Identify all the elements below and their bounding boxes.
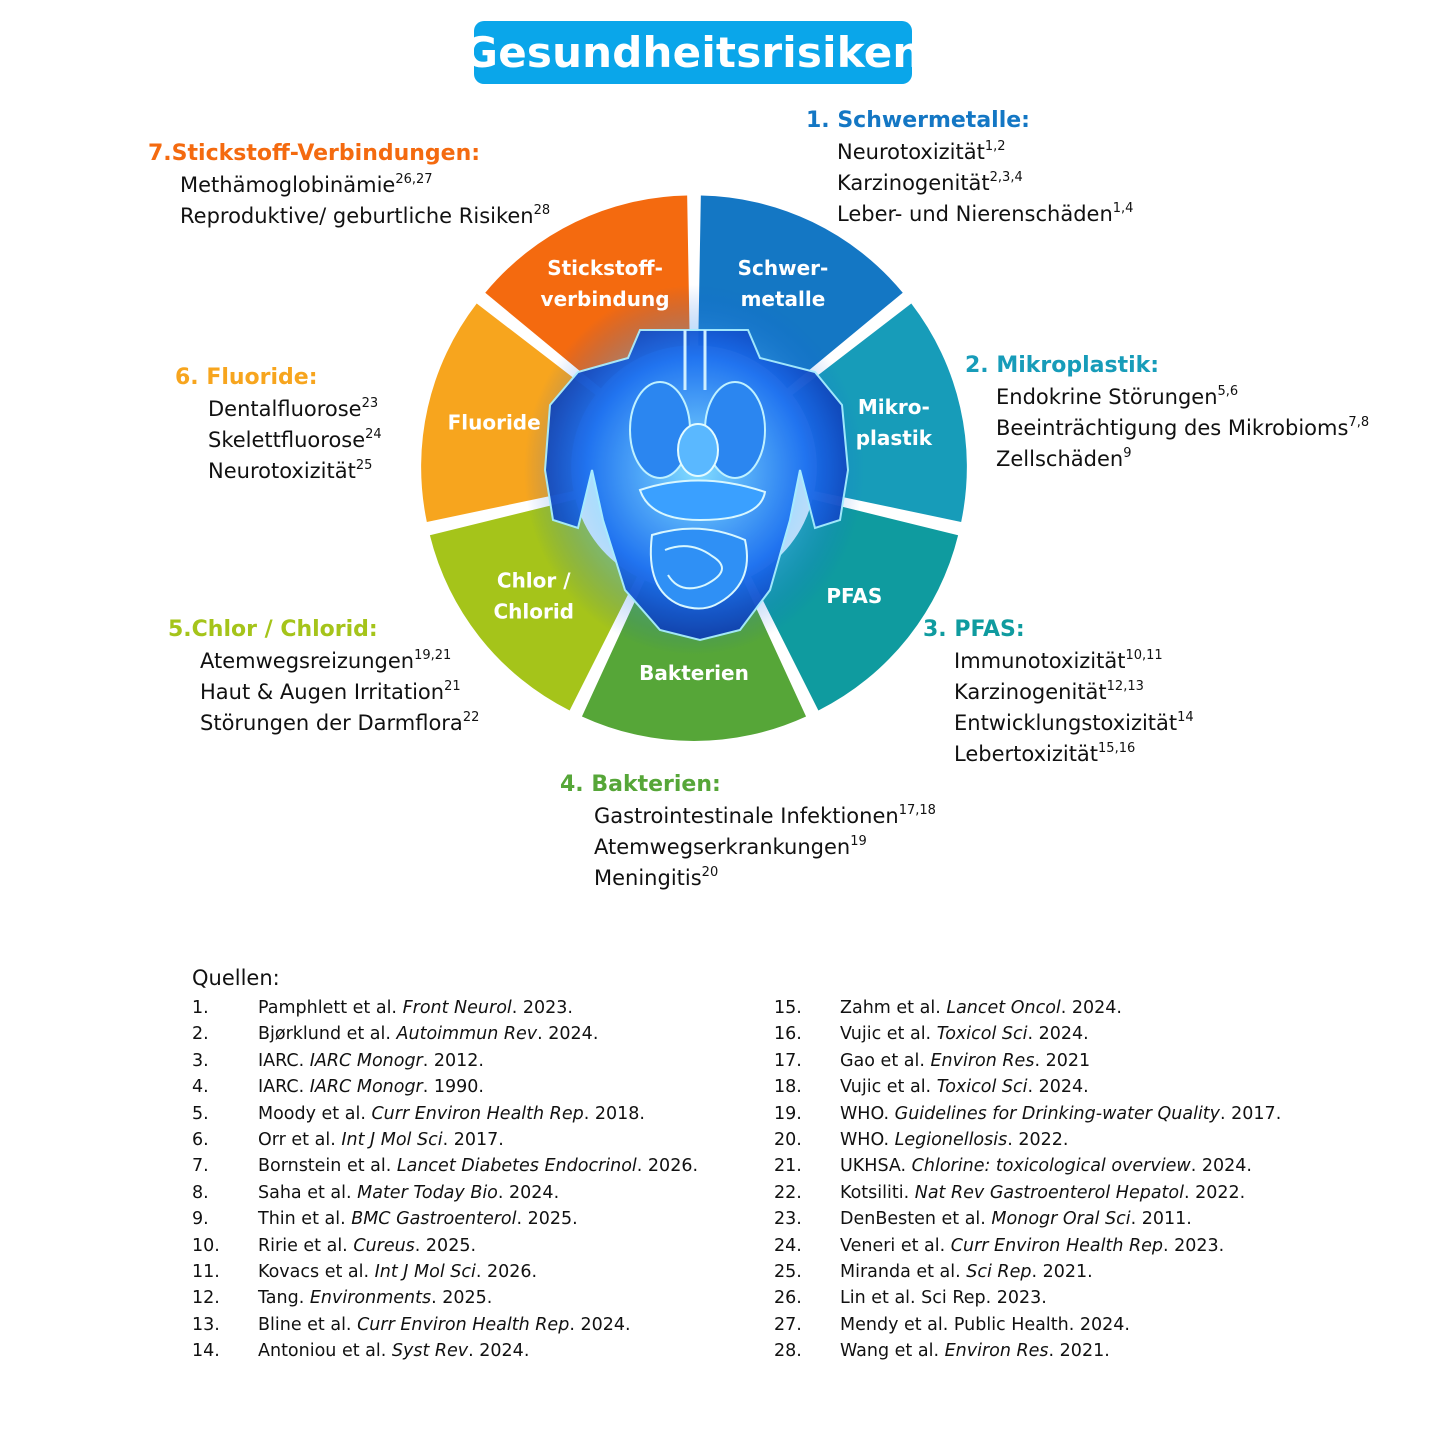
risk-item <box>954 646 1194 677</box>
source-text <box>258 1077 484 1103</box>
risk-group-heading: 1. Schwermetalle: <box>806 108 1030 133</box>
source-text <box>840 1024 1089 1050</box>
source-journal: Int J Mol Sci <box>374 1261 476 1282</box>
source-item <box>192 1262 698 1288</box>
source-text <box>840 1077 1089 1103</box>
source-journal: BMC Gastroenterol <box>351 1209 517 1230</box>
segment-label: PFAS <box>826 583 883 608</box>
source-journal: Environ Res <box>930 1050 1035 1071</box>
risk-item-text: Reproduktive/ geburtliche Risiken <box>180 204 534 228</box>
segment-label: Fluoride <box>447 410 541 435</box>
source-text <box>258 1209 578 1235</box>
source-number: 16. <box>774 1024 802 1045</box>
risk-item-text: Immunotoxizität <box>954 649 1126 673</box>
source-text <box>258 1341 529 1367</box>
risk-item-text: Methämoglobinämie <box>180 173 396 197</box>
source-authors: Mendy et al. Public Health. 2024. <box>840 1314 1130 1335</box>
risk-group <box>175 365 382 487</box>
source-text <box>840 1130 1068 1156</box>
source-journal: Mater Today Bio <box>357 1182 498 1203</box>
source-journal: IARC Monogr <box>309 1077 423 1098</box>
human-torso-organs-icon <box>524 285 864 655</box>
source-number: 6. <box>192 1129 209 1150</box>
source-item <box>774 1051 1281 1077</box>
source-year: . 2012. <box>422 1050 484 1071</box>
segment-label: Chlorid <box>493 599 574 624</box>
risk-item-ref: 14 <box>1177 710 1194 725</box>
risk-item-ref: 25 <box>355 458 373 473</box>
source-year: . 2022. <box>1184 1182 1246 1203</box>
source-journal: Toxicol Sci <box>936 1024 1028 1045</box>
source-text <box>840 1183 1245 1209</box>
source-item <box>192 1051 698 1077</box>
source-number: 11. <box>192 1261 220 1282</box>
source-journal: Environments <box>309 1288 432 1309</box>
source-journal: IARC Monogr <box>309 1050 423 1071</box>
risk-item-text: Skelettfluorose <box>208 428 366 452</box>
source-year: . 2021 <box>1034 1050 1091 1071</box>
source-authors: Orr et al. <box>258 1129 342 1150</box>
source-authors: Antoniou et al. <box>258 1341 392 1362</box>
source-year: . 2011. <box>1130 1209 1192 1230</box>
segment-label: metalle <box>740 286 826 311</box>
source-journal: Front Neurol <box>402 998 512 1018</box>
risk-item <box>996 413 1369 444</box>
source-text <box>840 1236 1224 1262</box>
page-title: Gesundheitsrisiken <box>463 28 923 77</box>
risk-item-text: Atemwegsreizungen <box>200 649 415 673</box>
source-journal: Guidelines for Drinking-water Quality <box>894 1103 1221 1124</box>
source-number: 19. <box>774 1103 802 1124</box>
source-authors: UKHSA. <box>840 1156 912 1177</box>
risk-item-text: Karzinogenität <box>837 171 990 195</box>
risk-item-ref: 20 <box>701 865 719 880</box>
risk-item <box>837 199 1133 230</box>
source-text <box>840 1341 1110 1367</box>
source-item <box>192 998 698 1024</box>
source-number: 23. <box>774 1209 802 1230</box>
source-number: 18. <box>774 1077 802 1098</box>
sources-title: Quellen: <box>192 966 280 990</box>
source-authors: Thin et al. <box>258 1209 352 1230</box>
source-number: 3. <box>192 1050 209 1071</box>
risk-item <box>200 646 479 677</box>
risk-item-ref: 2,3,4 <box>989 170 1023 185</box>
source-text <box>840 1288 1047 1314</box>
source-number: 22. <box>774 1182 802 1203</box>
risk-item <box>837 137 1133 168</box>
risk-item <box>200 708 479 739</box>
segment-label: verbindung <box>540 286 670 311</box>
source-item <box>192 1315 698 1341</box>
risk-item-ref: 1,2 <box>984 139 1006 154</box>
risk-item-ref: 23 <box>361 396 379 411</box>
risk-item-ref: 24 <box>365 427 382 442</box>
source-journal: Int J Mol Sci <box>341 1129 443 1150</box>
source-authors: Wang et al. <box>840 1341 945 1362</box>
source-authors: Zahm et al. <box>840 998 947 1018</box>
source-year: . 2022. <box>1007 1129 1069 1150</box>
source-item <box>774 1024 1281 1050</box>
source-item <box>192 1209 698 1235</box>
source-authors: Lin et al. Sci Rep. 2023. <box>840 1288 1047 1309</box>
risk-item <box>594 832 936 863</box>
source-number: 2. <box>192 1024 209 1045</box>
source-year: . 2024. <box>1027 1077 1089 1098</box>
risk-item-text: Störungen der Darmflora <box>200 711 463 735</box>
source-journal: Legionellosis <box>894 1129 1008 1150</box>
source-number: 10. <box>192 1235 220 1256</box>
risk-group-heading: 2. Mikroplastik: <box>965 353 1160 378</box>
segment-label: Chlor / <box>496 568 571 593</box>
source-item <box>774 1183 1281 1209</box>
risk-item-text: Entwicklungstoxizität <box>954 711 1178 735</box>
risk-item-ref: 17,18 <box>898 803 936 818</box>
segment-label: Schwer- <box>737 255 829 280</box>
source-item <box>774 1262 1281 1288</box>
source-year: . 2023. <box>1163 1235 1225 1256</box>
risk-group <box>560 772 936 894</box>
source-text <box>258 998 573 1024</box>
risk-item <box>208 456 382 487</box>
risk-item-text: Neurotoxizität <box>208 459 356 483</box>
source-number: 24. <box>774 1235 802 1256</box>
source-text <box>258 1183 559 1209</box>
source-number: 21. <box>774 1156 802 1177</box>
source-item <box>774 1341 1281 1367</box>
source-year: . 2026. <box>475 1261 538 1282</box>
source-item <box>774 998 1281 1024</box>
source-number: 25. <box>774 1261 802 1282</box>
source-year: . 2024. <box>468 1341 530 1362</box>
risk-item <box>200 677 479 708</box>
source-journal: Toxicol Sci <box>936 1077 1028 1098</box>
source-authors: Bornstein et al. <box>258 1156 397 1177</box>
source-item <box>192 1130 698 1156</box>
source-journal: Monogr Oral Sci <box>991 1209 1131 1230</box>
source-authors: Saha et al. <box>258 1182 358 1203</box>
source-authors: Pamphlett et al. <box>258 998 403 1018</box>
source-text <box>258 1156 698 1182</box>
source-number: 5. <box>192 1103 209 1124</box>
source-item <box>774 1130 1281 1156</box>
sources-column-left <box>192 998 698 1367</box>
source-item <box>774 1288 1281 1314</box>
source-authors: Miranda et al. <box>840 1261 967 1282</box>
source-year: . 2025. <box>414 1235 477 1256</box>
source-number: 8. <box>192 1182 209 1203</box>
source-year: . 2024. <box>569 1314 631 1335</box>
risk-group <box>923 617 1194 770</box>
source-number: 27. <box>774 1314 802 1335</box>
source-number: 28. <box>774 1341 802 1362</box>
source-authors: WHO. <box>840 1103 895 1124</box>
risk-item-ref: 15,16 <box>1098 741 1136 756</box>
source-authors: DenBesten et al. <box>840 1209 992 1230</box>
risk-item <box>837 168 1133 199</box>
source-year: . 2023. <box>511 998 573 1018</box>
risk-item-text: Beeinträchtigung des Mikrobioms <box>996 416 1349 440</box>
source-item <box>192 1288 698 1314</box>
source-journal: Syst Rev <box>391 1341 469 1362</box>
source-authors: Tang. <box>258 1288 310 1309</box>
risk-item-ref: 9 <box>1123 446 1132 461</box>
source-text <box>840 998 1122 1024</box>
source-item <box>774 1156 1281 1182</box>
risk-item <box>594 801 936 832</box>
source-authors: IARC. <box>258 1077 310 1098</box>
source-text <box>840 1156 1252 1182</box>
source-text <box>258 1262 537 1288</box>
source-year: . 2021. <box>1048 1341 1110 1362</box>
source-text <box>258 1051 484 1077</box>
risk-group <box>965 353 1369 475</box>
risk-item-text: Atemwegserkrankungen <box>594 835 851 859</box>
source-journal: Chlorine: toxicological overview <box>911 1156 1191 1177</box>
source-item <box>774 1315 1281 1341</box>
risk-item <box>208 425 382 456</box>
source-item <box>192 1156 698 1182</box>
risk-item-text: Karzinogenität <box>954 680 1107 704</box>
source-text <box>840 1315 1130 1341</box>
risk-item-ref: 26,27 <box>395 172 433 187</box>
source-authors: Bline et al. <box>258 1314 358 1335</box>
source-authors: Vujic et al. <box>840 1077 937 1098</box>
source-item <box>774 1236 1281 1262</box>
source-authors: Veneri et al. <box>840 1235 951 1256</box>
risk-item <box>996 444 1369 475</box>
source-year: . 2024. <box>1060 998 1122 1018</box>
risk-group <box>806 108 1133 230</box>
source-text <box>258 1236 476 1262</box>
source-number: 1. <box>192 998 209 1018</box>
risk-item-ref: 12,13 <box>1106 679 1144 694</box>
source-text <box>258 1104 645 1130</box>
source-number: 7. <box>192 1156 209 1177</box>
source-journal: Curr Environ Health Rep <box>371 1103 584 1124</box>
source-text <box>258 1024 598 1050</box>
source-authors: WHO. <box>840 1129 895 1150</box>
source-number: 12. <box>192 1288 220 1309</box>
source-number: 9. <box>192 1209 209 1230</box>
source-year: . 2024. <box>1190 1156 1252 1177</box>
source-authors: Kovacs et al. <box>258 1261 375 1282</box>
source-text <box>258 1130 504 1156</box>
risk-item-ref: 21 <box>444 679 461 694</box>
source-number: 13. <box>192 1314 220 1335</box>
risk-group <box>148 141 550 232</box>
risk-item-text: Meningitis <box>594 866 702 890</box>
source-authors: Kotsiliti. <box>840 1182 915 1203</box>
risk-item <box>954 708 1194 739</box>
segment-label: plastik <box>855 425 933 450</box>
risk-item-ref: 1,4 <box>1112 201 1134 216</box>
segment-label: Bakterien <box>639 661 749 685</box>
source-journal: Curr Environ Health Rep <box>357 1314 570 1335</box>
source-item <box>192 1104 698 1130</box>
risk-item-ref: 22 <box>462 710 480 725</box>
source-text <box>840 1262 1093 1288</box>
risk-group-heading: 3. PFAS: <box>923 617 1025 642</box>
risk-item-text: Neurotoxizität <box>837 140 985 164</box>
risk-item-ref: 7,8 <box>1348 415 1370 430</box>
source-journal: Curr Environ Health Rep <box>950 1235 1164 1256</box>
source-text <box>840 1209 1192 1235</box>
source-year: . 2024. <box>1027 1024 1089 1045</box>
risk-item <box>954 739 1194 770</box>
source-journal: Lancet Diabetes Endocrinol <box>396 1156 637 1177</box>
source-year: . 2018. <box>583 1103 645 1124</box>
source-year: . 2024. <box>497 1182 560 1203</box>
risk-group-heading: 6. Fluoride: <box>175 365 318 390</box>
source-item <box>192 1183 698 1209</box>
risk-item <box>594 863 936 894</box>
risk-item-ref: 19 <box>850 834 867 849</box>
risk-item-ref: 10,11 <box>1125 648 1163 663</box>
risk-group-heading: 7.Stickstoff-Verbindungen: <box>148 141 481 166</box>
risk-item <box>180 201 550 232</box>
source-item <box>774 1209 1281 1235</box>
sources-column-right <box>774 998 1281 1367</box>
source-year: . 2025. <box>431 1288 493 1309</box>
source-journal: Environ Res <box>944 1341 1049 1362</box>
source-item <box>192 1024 698 1050</box>
risk-group-heading: 4. Bakterien: <box>560 772 721 797</box>
risk-item <box>180 170 550 201</box>
source-item <box>192 1341 698 1367</box>
source-number: 14. <box>192 1341 220 1362</box>
source-journal: Autoimmun Rev <box>396 1024 538 1045</box>
source-journal: Cureus <box>353 1235 415 1256</box>
risk-item <box>954 677 1194 708</box>
source-number: 20. <box>774 1129 802 1150</box>
source-text <box>840 1104 1281 1130</box>
risk-item-text: Endokrine Störungen <box>996 385 1218 409</box>
risk-item <box>996 382 1369 413</box>
source-text <box>840 1051 1090 1077</box>
risk-group-heading: 5.Chlor / Chlorid: <box>168 617 378 642</box>
source-authors: Vujic et al. <box>840 1024 937 1045</box>
source-authors: Ririe et al. <box>258 1235 354 1256</box>
source-number: 4. <box>192 1077 209 1098</box>
source-year: . 2024. <box>537 1024 599 1045</box>
source-authors: Gao et al. <box>840 1050 931 1071</box>
source-journal: Nat Rev Gastroenterol Hepatol <box>914 1182 1184 1203</box>
source-year: . 2021. <box>1031 1261 1093 1282</box>
source-text <box>258 1288 492 1314</box>
source-journal: Lancet Oncol <box>946 998 1061 1018</box>
risk-item-text: Dentalfluorose <box>208 397 362 421</box>
source-number: 15. <box>774 998 802 1018</box>
source-item <box>192 1236 698 1262</box>
source-journal: Sci Rep <box>966 1261 1032 1282</box>
risk-item-ref: 5,6 <box>1217 384 1239 399</box>
segment-label: Mikro- <box>857 394 930 419</box>
risk-item-text: Leber- und Nierenschäden <box>837 202 1113 226</box>
risk-item-text: Lebertoxizität <box>954 742 1099 766</box>
source-year: . 2026. <box>636 1156 699 1177</box>
risk-item-text: Gastrointestinale Infektionen <box>594 804 899 828</box>
source-year: . 1990. <box>422 1077 484 1098</box>
source-item <box>774 1077 1281 1103</box>
source-number: 26. <box>774 1288 802 1309</box>
source-authors: Moody et al. <box>258 1103 372 1124</box>
segment-label: Stickstoff- <box>547 255 663 280</box>
risk-item-ref: 28 <box>533 203 551 218</box>
source-year: . 2025. <box>516 1209 578 1230</box>
risk-group <box>168 617 479 739</box>
source-authors: IARC. <box>258 1050 310 1071</box>
source-year: . 2017. <box>1220 1103 1282 1124</box>
source-item <box>774 1104 1281 1130</box>
source-text <box>258 1315 631 1341</box>
risk-item-text: Haut & Augen Irritation <box>200 680 445 704</box>
risk-item <box>208 394 382 425</box>
risk-item-text: Zellschäden <box>996 447 1124 471</box>
source-year: . 2017. <box>442 1129 504 1150</box>
source-number: 17. <box>774 1050 802 1071</box>
source-authors: Bjørklund et al. <box>258 1024 397 1045</box>
source-item <box>192 1077 698 1103</box>
risk-item-ref: 19,21 <box>414 648 452 663</box>
